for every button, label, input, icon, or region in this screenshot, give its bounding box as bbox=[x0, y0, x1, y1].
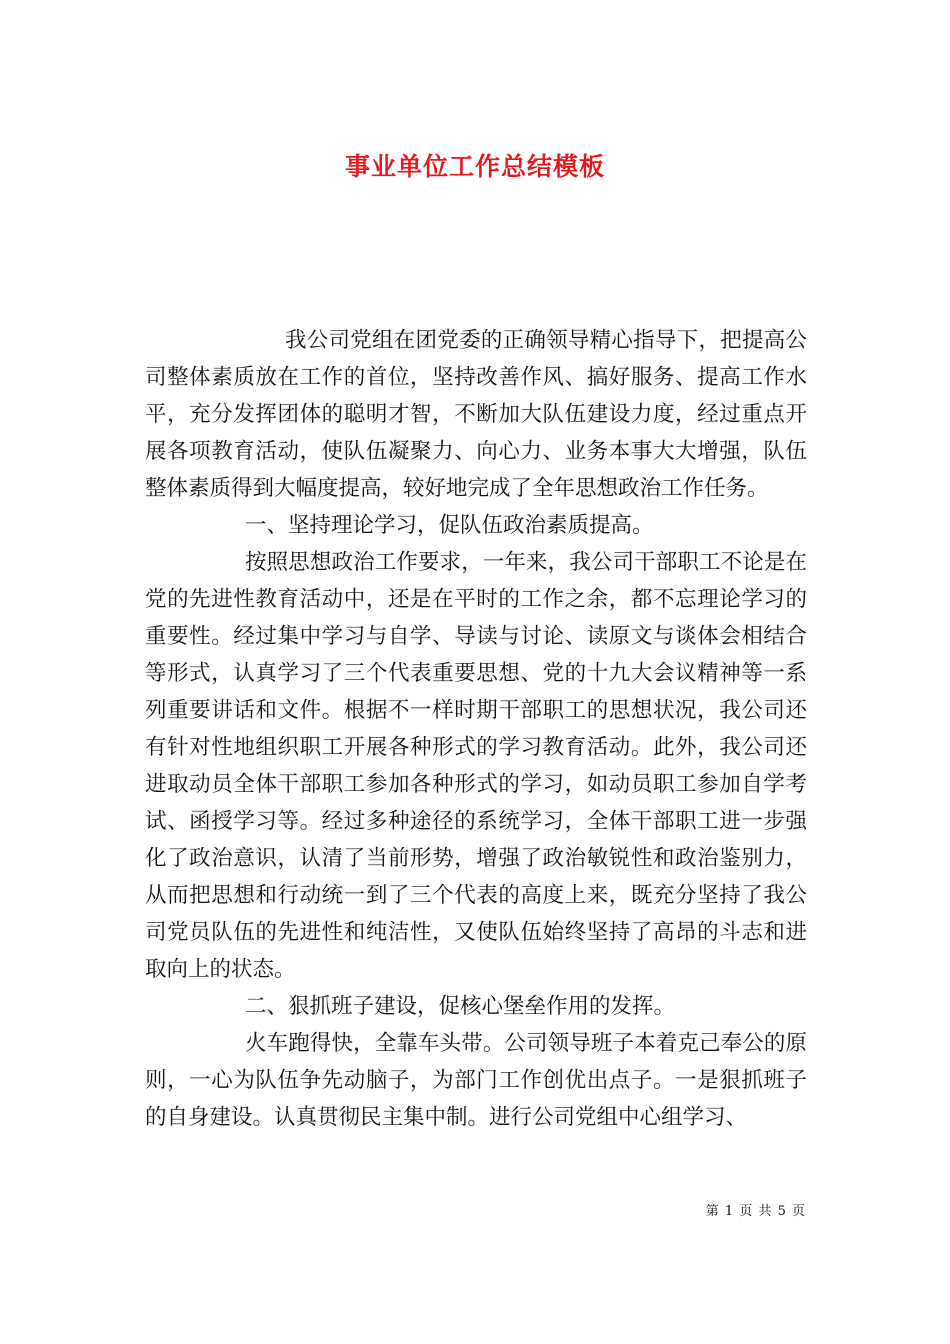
document-title: 事业单位工作总结模板 bbox=[344, 151, 605, 181]
section-heading-1: 一、坚持理论学习，促队伍政治素质提高。 bbox=[245, 513, 654, 538]
paragraph-section-2: 火车跑得快，全靠车头带。公司领导班子本着克己奉公的原则，一心为队伍争先动脑子，为部门工作创优出点子。一是狠抓班子的自身建设。认真贯彻民主集中制。进行公司党组中心组学习、 bbox=[145, 1031, 807, 1130]
page-number: 第 1 页 共 5 页 bbox=[705, 1204, 806, 1219]
paragraph-intro: 我公司党组在团党委的正确领导精心指导下，把提高公司整体素质放在工作的首位，坚持改善作风、搞好服务、提高工作水平，充分发挥团体的聪明才智，不断加大队伍建设力度，经过重点开展各项教育活动，使队伍凝聚力、向心力、业务本事大大增强，队伍整体素质得到大幅度提高，较好地完成了全年思想政治工作任务。 bbox=[145, 328, 807, 501]
paragraph-section-1: 按照思想政治工作要求，一年来，我公司干部职工不论是在党的先进性教育活动中，还是在平时的工作之余，都不忘理论学习的重要性。经过集中学习与自学、导读与讨论、读原文与谈体会相结合等形式，认真学习了三个代表重要思想、党的十九大会议精神等一系列重要讲话和文件。根据不一样时期干部职工的思想状况，我公司还有针对性地组织职工开展各种形式的学习教育活动。此外，我公司还进取动员全体干部职工参加各种形式的学习，如动员职工参加自学考试、函授学习等。经过多种途径的系统学习，全体干部职工进一步强化了政治意识，认清了当前形势，增强了政治敏锐性和政治鉴别力，从而把思想和行动统一到了三个代表的高度上来，既充分坚持了我公司党员队伍的先进性和纯洁性，又使队伍始终坚持了高昂的斗志和进取向上的状态。 bbox=[145, 550, 807, 982]
section-heading-2: 二、狠抓班子建设，促核心堡垒作用的发挥。 bbox=[245, 994, 676, 1019]
document-body bbox=[145, 322, 807, 1136]
